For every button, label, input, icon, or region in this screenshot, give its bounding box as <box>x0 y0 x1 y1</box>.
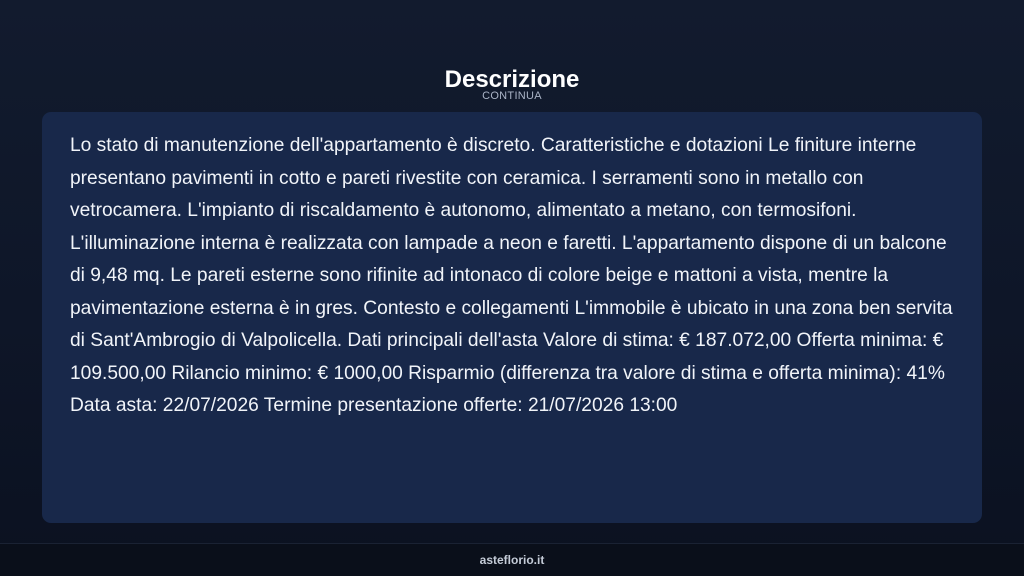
description-text: Lo stato di manutenzione dell'appartamento è discreto. Caratteristiche e dotazioni Le finiture interne presentano pavimenti in cotto e pareti rivestite con ceramica. I serramenti sono in metallo con vetrocamera. L'impianto di riscaldamento è autonomo, alimentato a metano, con termosifoni. L'illuminazione interna è realizzata con lampade a neon e faretti. L'appartamento dispone di un balcone di 9,48 mq. Le pareti esterne sono rifinite ad intonaco di colore beige e mattoni a vista, mentre la pavimentazione esterna è in gres. Contesto e collegamenti L'immobile è ubicato in una zona ben servita di Sant'Ambrogio di Valpolicella. Dati principali dell'asta Valore di stima: € 187.072,00 Offerta minima: € 109.500,00 Rilancio minimo: € 1000,00 Risparmio (differenza tra valore di stima e offerta minima): 41% Data asta: 22/07/2026 Termine presentazione offerte: 21/07/2026 13:00 <box>70 135 953 416</box>
footer-bar <box>0 543 1024 576</box>
description-card <box>42 112 982 523</box>
continue-link[interactable]: CONTINUA <box>482 90 542 102</box>
page-title: Descrizione <box>444 66 580 94</box>
site-link[interactable]: asteflorio.it <box>479 553 545 567</box>
